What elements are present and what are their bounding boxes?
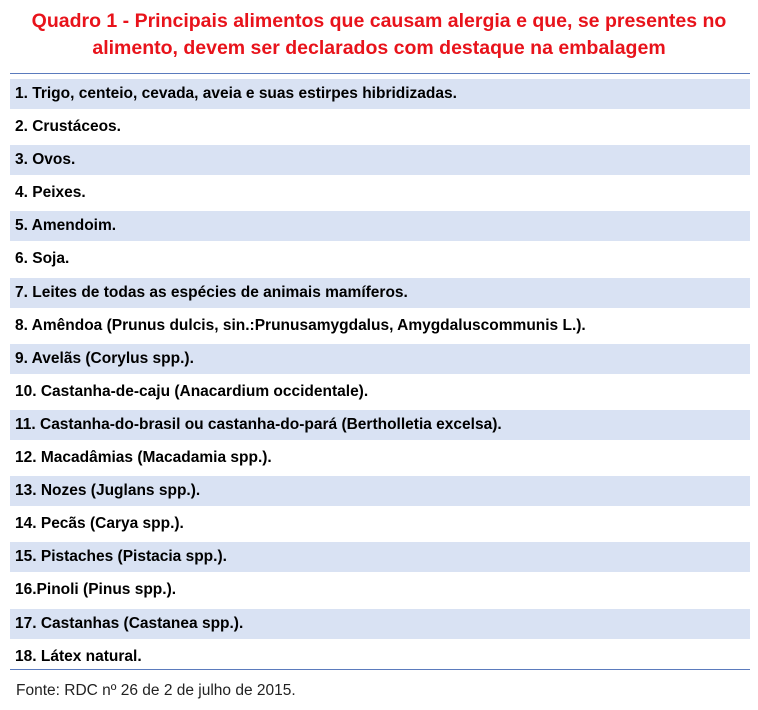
- table-title: [0, 8, 758, 62]
- table-row: 7. Leites de todas as espécies de animais mamíferos.: [10, 278, 750, 308]
- table-row: 1. Trigo, centeio, cevada, aveia e suas estirpes hibridizadas.: [10, 79, 750, 109]
- table-row: 2. Crustáceos.: [15, 118, 121, 136]
- table-row: 10. Castanha-de-caju (Anacardium occidentale).: [15, 382, 369, 400]
- table-row: 5. Amendoim.: [10, 211, 750, 241]
- table-row: 17. Castanhas (Castanea spp.).: [10, 609, 750, 639]
- table-title-line-2: alimento, devem ser declarados com destaque na embalagem: [92, 37, 666, 59]
- top-rule: [10, 73, 750, 74]
- table-row: 9. Avelãs (Corylus spp.).: [10, 344, 750, 374]
- source-note: Fonte: RDC nº 26 de 2 de julho de 2015.: [16, 682, 296, 699]
- table-row: 18. Látex natural.: [15, 647, 142, 665]
- table-row: 16.Pinoli (Pinus spp.).: [15, 581, 177, 599]
- table-row: 8. Amêndoa (Prunus dulcis, sin.:Prunusamygdalus, Amygdaluscommunis L.).: [15, 316, 586, 334]
- table-row: 15. Pistaches (Pistacia spp.).: [10, 542, 750, 572]
- table-row: 3. Ovos.: [10, 145, 750, 175]
- table-row: 6. Soja.: [15, 250, 70, 268]
- table-row: 4. Peixes.: [15, 184, 86, 202]
- bottom-rule: [10, 669, 750, 670]
- table-row: 13. Nozes (Juglans spp.).: [10, 476, 750, 506]
- table-row: 11. Castanha-do-brasil ou castanha-do-pará (Bertholletia excelsa).: [10, 410, 750, 440]
- table-row: 12. Macadâmias (Macadamia spp.).: [15, 449, 272, 467]
- table-row: 14. Pecãs (Carya spp.).: [15, 515, 184, 533]
- table-title-line-1: Quadro 1 - Principais alimentos que causam alergia e que, se presentes no: [31, 10, 727, 32]
- allergen-table: [10, 79, 750, 675]
